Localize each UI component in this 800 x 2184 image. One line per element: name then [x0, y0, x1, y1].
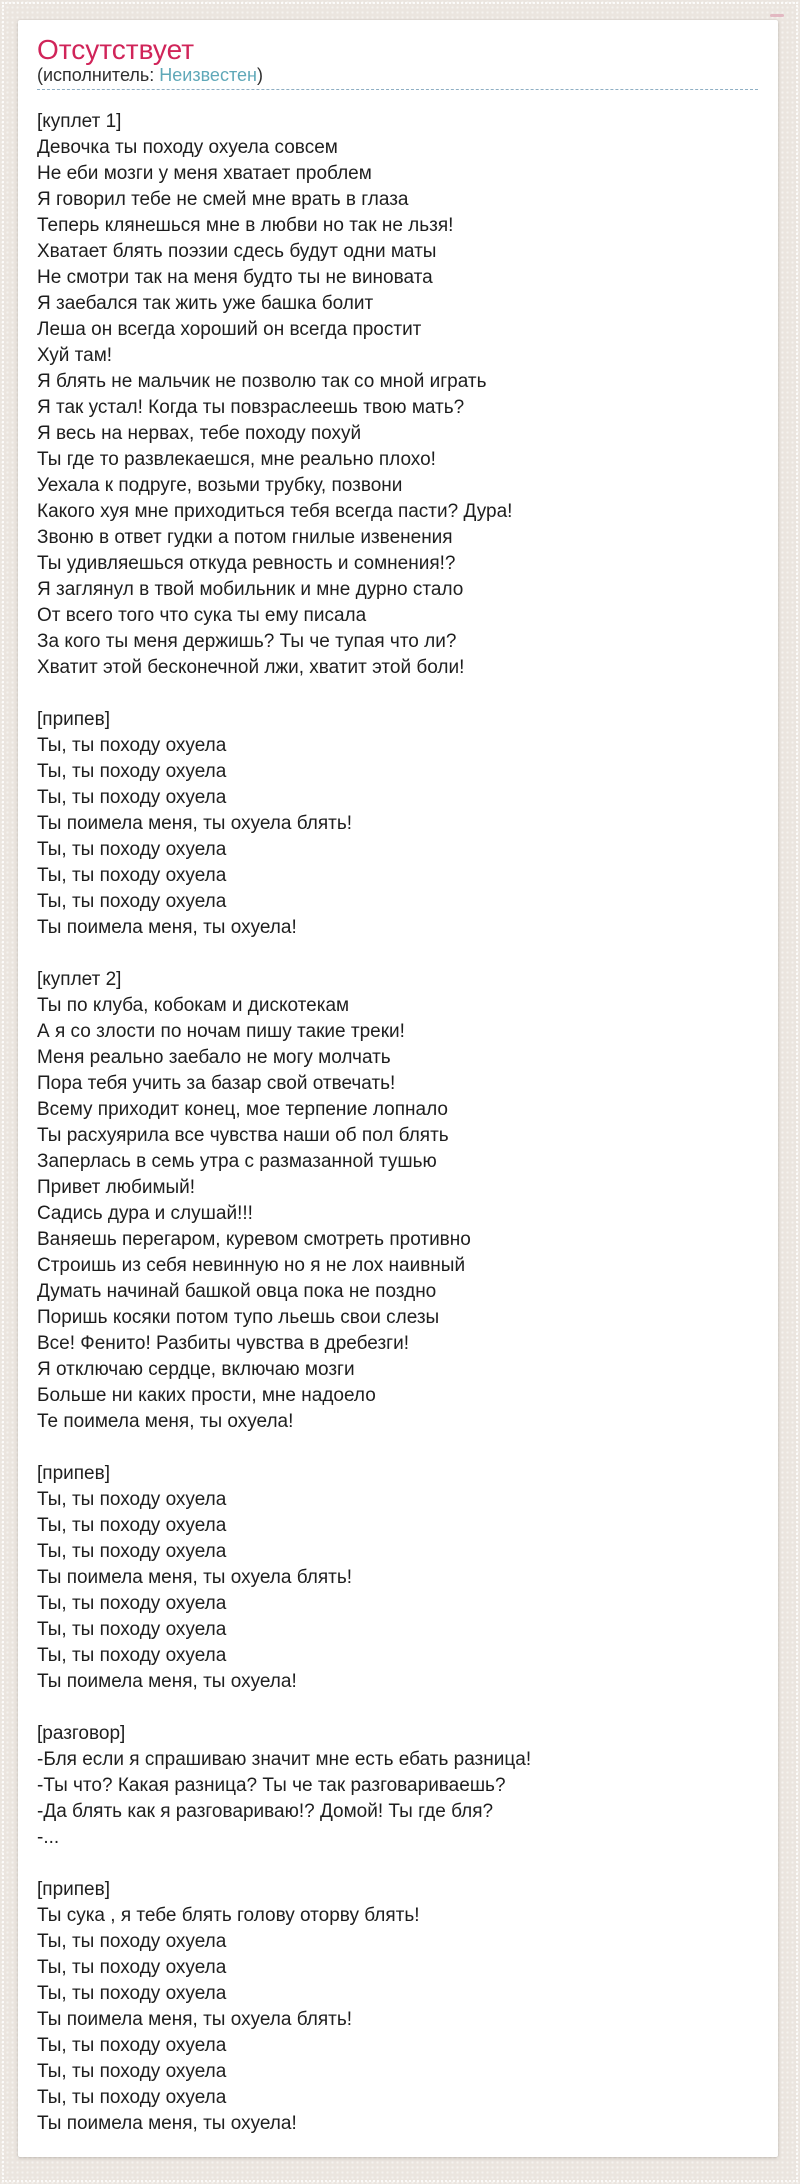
lyric-stanza-chorus-1 — [37, 707, 758, 941]
lyric-line: Те поимела меня, ты охуела! — [37, 1411, 294, 1432]
lyric-line: Я весь на нервах, тебе походу похуй — [37, 423, 362, 444]
lyric-line: Не еби мозги у меня хватает проблем — [37, 163, 372, 184]
lyric-line: Уехала к подруге, возьми трубку, позвони — [37, 475, 403, 496]
lyric-line: Я заебался так жить уже башка болит — [37, 293, 374, 314]
lyrics-card — [18, 20, 778, 2157]
lyrics — [37, 109, 758, 2137]
artist-link[interactable]: Неизвестен — [159, 65, 257, 85]
lyric-line: Ты поимела меня, ты охуела блять! — [37, 813, 353, 834]
lyric-line: Ты удивляешься откуда ревность и сомнения!? — [37, 553, 456, 574]
lyric-line: Ты, ты походу охуела — [37, 1541, 227, 1562]
lyric-line: Все! Фенито! Разбиты чувства в дребезги! — [37, 1333, 409, 1354]
lyric-line: Ты расхуярила все чувства наши об пол блять — [37, 1125, 449, 1146]
lyric-line: Ты, ты походу охуела — [37, 1957, 227, 1978]
lyric-line: Ты поимела меня, ты охуела блять! — [37, 1567, 353, 1588]
lyric-line: От всего того что сука ты ему писала — [37, 605, 367, 626]
lyric-line: Ты, ты походу охуела — [37, 787, 227, 808]
artist-label-suffix: ) — [256, 65, 263, 85]
lyric-line: Больше ни каких прости, мне надоело — [37, 1385, 376, 1406]
lyric-line: Ты, ты походу охуела — [37, 2061, 227, 2082]
lyric-line: Пора тебя учить за базар свой отвечать! — [37, 1073, 396, 1094]
lyric-line: -Ты что? Какая разница? Ты че так разговариваешь? — [37, 1775, 506, 1796]
lyric-line: Ты, ты походу охуела — [37, 891, 227, 912]
lyric-stanza-chorus-3 — [37, 1877, 758, 2137]
lyric-line: Я заглянул в твой мобильник и мне дурно стало — [37, 579, 464, 600]
lyric-line: За кого ты меня держишь? Ты че тупая что ли? — [37, 631, 457, 652]
lyric-line: [припев] — [37, 709, 110, 730]
lyric-line: Девочка ты походу охуела совсем — [37, 137, 338, 158]
lyric-line: Ты, ты походу охуела — [37, 1931, 227, 1952]
lyric-line: Думать начинай башкой овца пока не поздно — [37, 1281, 437, 1302]
lyric-line: [разговор] — [37, 1723, 126, 1744]
lyric-line: Леша он всегда хороший он всегда простит — [37, 319, 422, 340]
lyric-line: А я со злости по ночам пишу такие треки! — [37, 1021, 405, 1042]
lyric-line: Ты поимела меня, ты охуела! — [37, 1671, 297, 1692]
lyric-line: Ты, ты походу охуела — [37, 761, 227, 782]
lyric-line: Ты, ты походу охуела — [37, 2035, 227, 2056]
lyric-line: [куплет 1] — [37, 111, 122, 132]
lyric-line: [припев] — [37, 1879, 110, 1900]
lyric-line: Привет любимый! — [37, 1177, 196, 1198]
lyric-line: Ты, ты походу охуела — [37, 1983, 227, 2004]
lyric-line: Хватит этой бесконечной лжи, хватит этой боли! — [37, 657, 465, 678]
lyric-line: [припев] — [37, 1463, 110, 1484]
lyric-stanza-verse-1 — [37, 109, 758, 681]
lyric-line: Ты по клуба, кобокам и дискотекам — [37, 995, 350, 1016]
lyric-line: Ты сука , я тебе блять голову оторву блять! — [37, 1905, 420, 1926]
lyric-line: Ты где то развлекаешся, мне реально плохо! — [37, 449, 436, 470]
lyric-line: Звоню в ответ гудки а потом гнилые извенения — [37, 527, 453, 548]
lyric-line: Не смотри так на меня будто ты не виновата — [37, 267, 433, 288]
lyric-line: Садись дура и слушай!!! — [37, 1203, 253, 1224]
lyric-line: -Да блять как я разговариваю!? Домой! Ты где бля? — [37, 1801, 494, 1822]
lyric-line: Ты поимела меня, ты охуела! — [37, 917, 297, 938]
lyric-stanza-chorus-2 — [37, 1461, 758, 1695]
lyric-line: -... — [37, 1827, 60, 1848]
lyric-line: Я говорил тебе не смей мне врать в глаза — [37, 189, 409, 210]
lyric-line: Ты поимела меня, ты охуела! — [37, 2113, 297, 2134]
lyric-line: -Бля если я спрашиваю значит мне есть ебать разница! — [37, 1749, 532, 1770]
lyric-line: [куплет 2] — [37, 969, 122, 990]
lyric-line: Хватает блять поэзии сдесь будут одни маты — [37, 241, 437, 262]
pink-corner-mark — [770, 14, 784, 17]
lyric-line: Ты, ты походу охуела — [37, 1489, 227, 1510]
lyric-line: Я так устал! Когда ты повзраслеешь твою мать? — [37, 397, 465, 418]
lyric-line: Ваняешь перегаром, куревом смотреть противно — [37, 1229, 471, 1250]
lyric-line: Ты, ты походу охуела — [37, 1619, 227, 1640]
lyric-line: Меня реально заебало не могу молчать — [37, 1047, 391, 1068]
lyric-line: Ты, ты походу охуела — [37, 839, 227, 860]
lyric-line: Ты, ты походу охуела — [37, 1593, 227, 1614]
lyric-line: Ты, ты походу охуела — [37, 1645, 227, 1666]
lyric-stanza-dialog — [37, 1721, 758, 1851]
artist-line — [37, 65, 758, 90]
lyric-line: Теперь клянешься мне в любви но так не льзя! — [37, 215, 454, 236]
lyric-line: Ты, ты походу охуела — [37, 865, 227, 886]
artist-label-prefix: (исполнитель: — [37, 65, 160, 85]
lyric-line: Всему приходит конец, мое терпение лопнало — [37, 1099, 448, 1120]
lyric-line: Ты, ты походу охуела — [37, 1515, 227, 1536]
lyric-line: Я блять не мальчик не позволю так со мной играть — [37, 371, 487, 392]
lyric-line: Какого хуя мне приходиться тебя всегда пасти? Дура! — [37, 501, 513, 522]
lyric-line: Я отключаю сердце, включаю мозги — [37, 1359, 355, 1380]
lyric-stanza-verse-2 — [37, 967, 758, 1435]
lyric-line: Заперлась в семь утра с размазанной тушью — [37, 1151, 437, 1172]
lyric-line: Хуй там! — [37, 345, 113, 366]
lyric-line: Ты поимела меня, ты охуела блять! — [37, 2009, 353, 2030]
lyric-line: Ты, ты походу охуела — [37, 735, 227, 756]
page-title: Отсутствует — [37, 34, 195, 65]
lyric-line: Ты, ты походу охуела — [37, 2087, 227, 2108]
lyric-line: Строишь из себя невинную но я не лох наивный — [37, 1255, 466, 1276]
lyric-line: Поришь косяки потом тупо льешь свои слезы — [37, 1307, 440, 1328]
